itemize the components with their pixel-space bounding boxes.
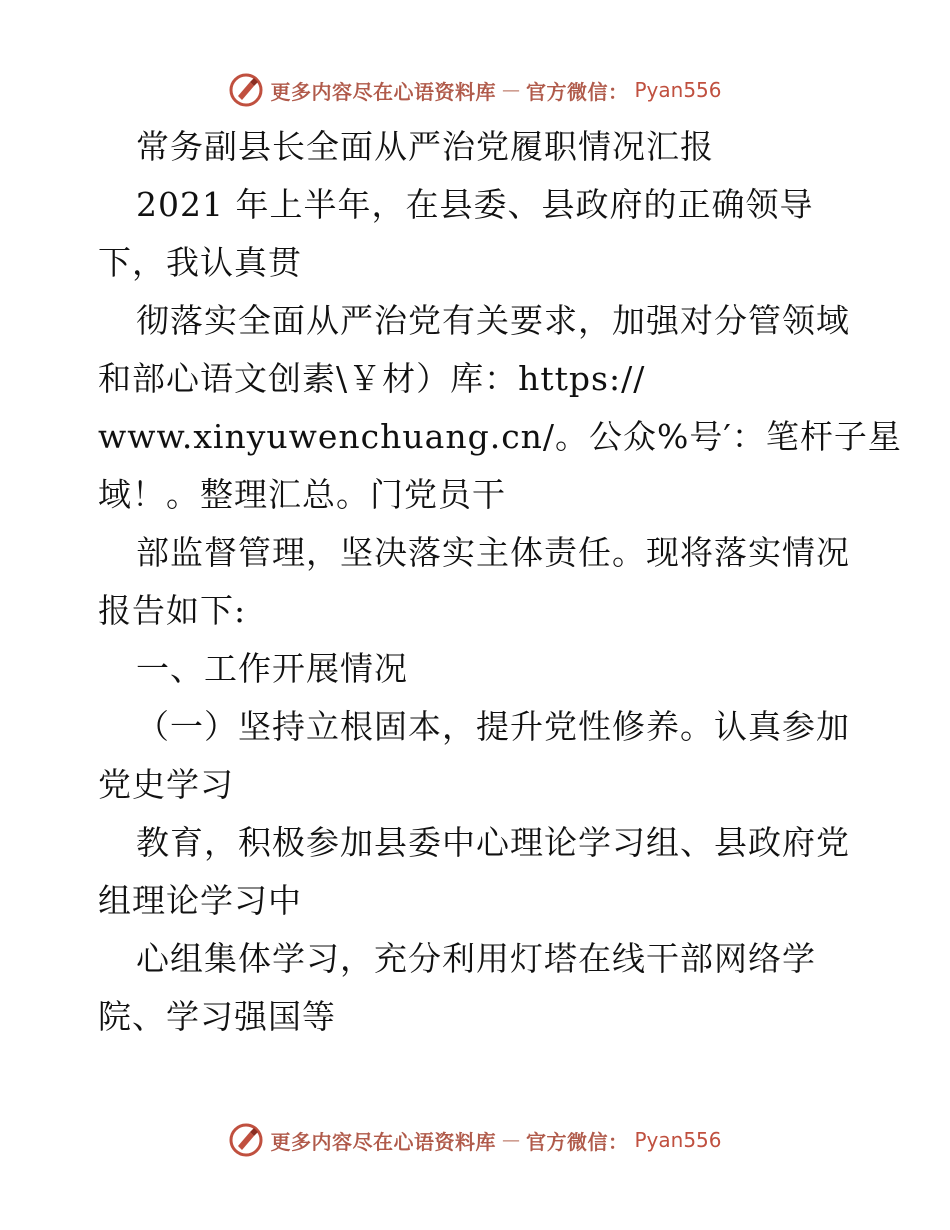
text-line: 域！。整理汇总。门党员干 [98,475,506,514]
text-line: 彻落实全面从严治党有关要求，加强对分管领域 [136,301,850,340]
text-line: 组理论学习中 [98,881,302,920]
text-line: 和部心语文创素\￥材）库：https:// [98,359,646,398]
banner-account: Pyan556 [634,78,722,102]
banner-text: 更多内容尽在心语资料库 [270,79,496,104]
text-line: www.xinyuwenchuang.cn/。公众%号′：笔杆子星 [98,417,902,456]
header-banner [0,70,950,110]
text-line: 一、工作开展情况 [136,649,408,688]
banner-text: 更多内容尽在心语资料库 [270,1129,496,1154]
text-line: 党史学习 [98,765,234,804]
text-line: 院、学习强国等 [98,997,336,1036]
text-line: （一）坚持立根固本，提升党性修养。认真参加 [136,707,850,746]
banner-label: 官方微信： [525,1129,629,1154]
footer-banner [0,1120,950,1160]
text-line: 常务副县长全面从严治党履职情况汇报 [136,127,714,166]
banner-dash: — [501,79,520,101]
banner-label: 官方微信： [525,79,629,104]
text-line: 报告如下: [98,591,247,630]
text-line: 教育，积极参加县委中心理论学习组、县政府党 [136,823,850,862]
text-line: 心组集体学习，充分利用灯塔在线干部网络学 [136,939,816,978]
text-line: 下，我认真贯 [98,243,302,282]
brand-logo-icon [228,72,264,108]
banner-dash: — [501,1129,520,1151]
banner-account: Pyan556 [634,1128,722,1152]
document-body [98,118,902,1046]
brand-logo-icon [228,1122,264,1158]
text-line: 2021 年上半年，在县委、县政府的正确领导 [136,185,814,224]
text-line: 部监督管理，坚决落实主体责任。现将落实情况 [136,533,850,572]
